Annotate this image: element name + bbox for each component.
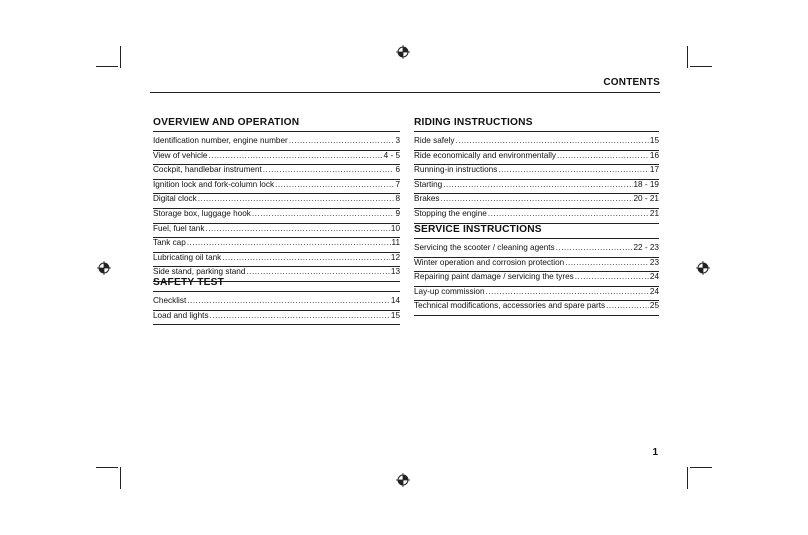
dot-leader (498, 165, 649, 174)
toc-entry-page: 11 (391, 238, 400, 248)
toc-entry-label: Cockpit, handlebar instrument (153, 165, 262, 175)
registration-mark-icon (696, 261, 710, 275)
dot-leader (575, 272, 649, 281)
registration-mark-icon (396, 45, 410, 59)
toc-entry-page: 24 (649, 286, 659, 296)
dot-leader (205, 224, 389, 233)
dot-leader (488, 209, 649, 218)
toc-entry-page: 3 (395, 136, 400, 145)
dot-leader (486, 287, 649, 296)
toc-entry[interactable] (414, 243, 659, 258)
dot-leader (440, 194, 632, 203)
dot-leader (556, 243, 633, 252)
toc-entry[interactable] (414, 287, 659, 302)
toc-entry[interactable] (153, 253, 400, 268)
toc-entry[interactable] (414, 301, 659, 316)
dot-leader (456, 136, 649, 145)
toc-entry-page: 7 (395, 179, 400, 189)
toc-entry-page: 21 (649, 208, 659, 218)
toc-entry-page: 10 (390, 223, 400, 233)
dot-leader (198, 194, 395, 203)
section-heading: SERVICE INSTRUCTIONS (414, 224, 542, 235)
toc-entry[interactable] (153, 136, 400, 151)
toc-entry-label: Servicing the scooter / cleaning agents (414, 243, 555, 252)
toc-entry-page: 13 (390, 267, 400, 277)
toc-entry-label: Lay-up commission (414, 286, 485, 296)
toc-entry[interactable] (153, 180, 400, 195)
dot-leader (187, 296, 390, 305)
toc-entry-page: 17 (649, 165, 659, 175)
toc-entry-label: Digital clock (153, 194, 197, 204)
dot-leader (443, 180, 632, 189)
dot-leader (246, 267, 389, 276)
section-overview (153, 117, 400, 282)
toc-entry[interactable] (153, 209, 400, 224)
toc-entry[interactable] (414, 258, 659, 273)
toc-entry-page: 12 (390, 252, 400, 262)
toc-entry-page: 6 (395, 165, 400, 175)
toc-entry-label: Lubricating oil tank (153, 252, 222, 262)
toc-entry[interactable] (153, 311, 400, 326)
toc-entry[interactable] (414, 151, 659, 166)
toc-entry[interactable] (414, 180, 659, 195)
toc-entry-label: Storage box, luggage hook (153, 208, 251, 218)
toc-entry-label: Running-in instructions (414, 165, 498, 175)
dot-leader (606, 301, 649, 310)
toc-entry-label: Fuel, fuel tank (153, 223, 205, 233)
toc-entry[interactable] (153, 194, 400, 209)
dot-leader (222, 253, 390, 262)
section-heading: SAFETY TEST (153, 277, 225, 288)
dot-leader (263, 165, 395, 174)
section-heading: OVERVIEW AND OPERATION (153, 117, 300, 128)
toc-entry[interactable] (414, 194, 659, 209)
toc-entry-page: 23 (649, 257, 659, 267)
toc-entry-page: 24 (649, 272, 659, 282)
section-rule (153, 291, 400, 292)
section-rule (414, 238, 659, 239)
toc-entry[interactable] (153, 224, 400, 239)
toc-entry-page: 22 - 23 (633, 243, 659, 252)
toc-entry-label: Repairing paint damage / servicing the tyres (414, 272, 574, 282)
section-safety (153, 277, 400, 325)
toc-entry[interactable] (153, 151, 400, 166)
toc-entry[interactable] (153, 165, 400, 180)
toc-entry-label: Stopping the engine (414, 208, 487, 218)
toc-entry-page: 18 - 19 (633, 179, 659, 189)
toc-entry-page: 15 (390, 310, 400, 320)
toc-entry[interactable] (414, 165, 659, 180)
toc-entry-label: Ride safely (414, 136, 455, 145)
toc-entry-label: Identification number, engine number (153, 136, 288, 145)
toc-entry-label: Checklist (153, 296, 187, 305)
toc-entry-label: Tank cap (153, 238, 186, 248)
dot-leader (252, 209, 395, 218)
toc-entry-label: Ride economically and environmentally (414, 150, 556, 160)
registration-mark-icon (97, 261, 111, 275)
dot-leader (565, 258, 649, 267)
dot-leader (187, 238, 391, 247)
dot-leader (557, 151, 649, 160)
toc-entry-page: 14 (390, 296, 400, 305)
toc-entry[interactable] (153, 238, 400, 253)
dot-leader (289, 136, 395, 145)
dot-leader (210, 311, 390, 320)
toc-entry[interactable] (153, 296, 400, 311)
toc-entry-label: Winter operation and corrosion protection (414, 257, 565, 267)
toc-entry-label: Technical modifications, accessories and spare parts (414, 301, 606, 311)
page-number: 1 (652, 447, 658, 458)
dot-leader (275, 180, 394, 189)
toc-entry-page: 20 - 21 (633, 194, 659, 204)
dot-leader (208, 151, 382, 160)
toc-entry-page: 16 (649, 150, 659, 160)
section-rule (153, 131, 400, 132)
toc-entry-page: 9 (395, 208, 400, 218)
toc-entry[interactable] (414, 209, 659, 224)
toc-entry-label: View of vehicle (153, 150, 208, 160)
toc-entry[interactable] (414, 272, 659, 287)
toc-entry-label: Brakes (414, 194, 440, 204)
toc-entry-label: Starting (414, 179, 443, 189)
toc-entry-page: 4 - 5 (383, 150, 400, 160)
section-heading: RIDING INSTRUCTIONS (414, 117, 533, 128)
toc-entry-label: Side stand, parking stand (153, 267, 246, 277)
section-service (414, 224, 659, 316)
toc-entry-label: Load and lights (153, 310, 209, 320)
section-rule (414, 131, 659, 132)
toc-entry-page: 8 (395, 194, 400, 204)
section-riding (414, 117, 659, 224)
toc-entry[interactable] (414, 136, 659, 151)
toc-entry-page: 25 (649, 301, 659, 311)
toc-entry-label: Ignition lock and fork-column lock (153, 179, 275, 189)
header-rule (150, 92, 660, 93)
registration-mark-icon (396, 473, 410, 487)
toc-entry-page: 15 (649, 136, 659, 145)
page-header-title: CONTENTS (603, 77, 660, 88)
